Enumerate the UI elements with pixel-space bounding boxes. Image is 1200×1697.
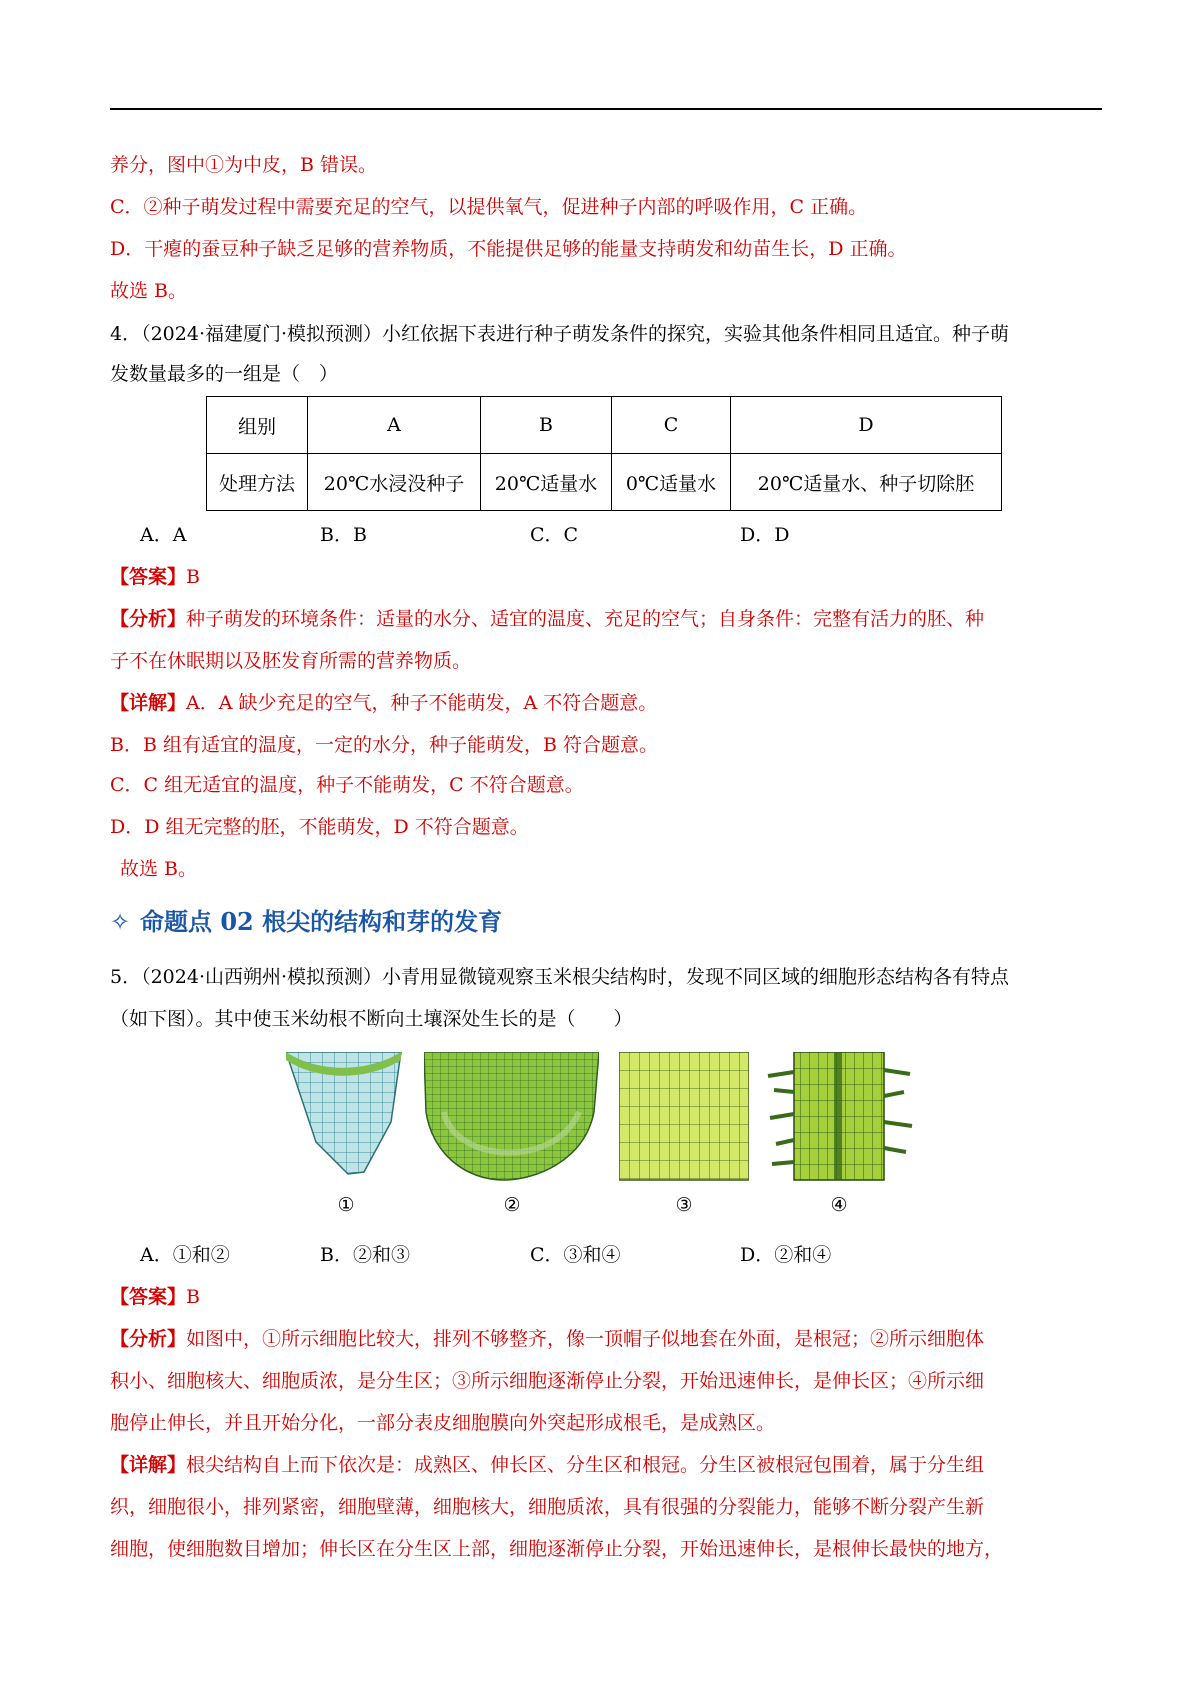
q5-option-a: A．①和② xyxy=(140,1244,230,1266)
q5-detail xyxy=(110,1452,984,1478)
q5-analysis xyxy=(110,1326,984,1352)
root-tip-figure xyxy=(284,1052,924,1220)
meristem-image xyxy=(424,1052,599,1182)
table-cell: 20℃适量水、种子切除胚 xyxy=(731,454,1002,511)
q4-analysis xyxy=(110,606,984,632)
root-cap-image xyxy=(286,1052,406,1182)
q4-analysis-cont: 子不在休眠期以及胚发育所需的营养物质。 xyxy=(110,650,472,672)
table-row xyxy=(207,397,1002,454)
table-cell: C xyxy=(612,397,731,454)
analysis-tag: 【分析】 xyxy=(110,608,187,630)
q4-stem: 4．（2024·福建厦门·模拟预测）小红依据下表进行种子萌发条件的探究，实验其他条件相同且适宜。种子萌 xyxy=(110,323,1010,345)
text-line: 养分，图中①为中皮，B 错误。 xyxy=(110,154,378,176)
detail-text: 根尖结构自上而下依次是：成熟区、伸长区、分生区和根冠。分生区被根冠包围着，属于分生组 xyxy=(186,1454,985,1476)
table-cell: 20℃水浸没种子 xyxy=(308,454,481,511)
q5-analysis-cont: 胞停止伸长，并且开始分化，一部分表皮细胞膜向外突起形成根毛，是成熟区。 xyxy=(110,1412,776,1434)
q5-option-b: B．②和③ xyxy=(320,1244,410,1266)
maturation-image xyxy=(764,1052,914,1182)
answer-value: B xyxy=(186,566,200,588)
q4-option-b: B．B xyxy=(320,524,367,546)
analysis-text: 种子萌发的环境条件：适量的水分、适宜的温度、充足的空气；自身条件：完整有活力的胚、种 xyxy=(186,608,985,630)
q5-analysis-cont: 积小、细胞核大、细胞质浓，是分生区；③所示细胞逐渐停止分裂，开始迅速伸长，是伸长区；④所示细 xyxy=(110,1370,985,1392)
table-cell: 20℃适量水 xyxy=(481,454,612,511)
q4-conclusion: 故选 B。 xyxy=(120,858,198,880)
section-title: 命题点 02 根尖的结构和芽的发育 xyxy=(140,907,503,936)
q4-answer xyxy=(110,564,200,590)
detail-text: A．A 缺少充足的空气，种子不能萌发，A 不符合题意。 xyxy=(186,692,658,714)
analysis-text: 如图中，①所示细胞比较大，排列不够整齐，像一顶帽子似地套在外面，是根冠；②所示细胞体 xyxy=(186,1328,985,1350)
q4-stem: 发数量最多的一组是（ ） xyxy=(110,363,339,385)
answer-tag: 【答案】 xyxy=(110,1286,187,1308)
figure-label-1: ① xyxy=(337,1194,355,1216)
figure-label-3: ③ xyxy=(675,1194,693,1216)
q4-detail-d: D．D 组无完整的胚，不能萌发，D 不符合题意。 xyxy=(110,816,529,838)
q4-option-d: D．D xyxy=(740,524,790,546)
q5-option-c: C．③和④ xyxy=(530,1244,621,1266)
section-heading xyxy=(110,906,502,938)
q4-option-c: C．C xyxy=(530,524,579,546)
table-cell: 组别 xyxy=(207,397,308,454)
table-cell: B xyxy=(481,397,612,454)
experiment-table xyxy=(206,396,1002,511)
q4-detail-c: C．C 组无适宜的温度，种子不能萌发，C 不符合题意。 xyxy=(110,774,584,796)
table-cell: 处理方法 xyxy=(207,454,308,511)
q4-detail xyxy=(110,690,657,716)
text-line: C．②种子萌发过程中需要充足的空气，以提供氧气，促进种子内部的呼吸作用，C 正确。 xyxy=(110,196,868,218)
q5-option-d: D．②和④ xyxy=(740,1244,832,1266)
table-cell: 0℃适量水 xyxy=(612,454,731,511)
table-cell: A xyxy=(308,397,481,454)
detail-tag: 【详解】 xyxy=(110,692,187,714)
elongation-image xyxy=(619,1052,749,1182)
answer-tag: 【答案】 xyxy=(110,566,187,588)
q4-option-a: A．A xyxy=(140,524,187,546)
answer-value: B xyxy=(186,1286,200,1308)
q5-detail-cont: 织，细胞很小，排列紧密，细胞壁薄，细胞核大，细胞质浓，具有很强的分裂能力，能够不断分裂产生新 xyxy=(110,1496,985,1518)
text-line: 故选 B。 xyxy=(110,280,188,302)
analysis-tag: 【分析】 xyxy=(110,1328,187,1350)
star-icon: ✧ xyxy=(110,908,131,936)
q5-answer xyxy=(110,1284,200,1310)
q4-detail-b: B．B 组有适宜的温度，一定的水分，种子能萌发，B 符合题意。 xyxy=(110,734,658,756)
detail-tag: 【详解】 xyxy=(110,1454,187,1476)
q5-stem: 5．（2024·山西朔州·模拟预测）小青用显微镜观察玉米根尖结构时，发现不同区域的细胞形态结构各有特点 xyxy=(110,966,1010,988)
table-cell: D xyxy=(731,397,1002,454)
figure-label-2: ② xyxy=(503,1194,521,1216)
text-line: D．干瘪的蚕豆种子缺乏足够的营养物质，不能提供足够的能量支持萌发和幼苗生长，D 正确。 xyxy=(110,238,907,260)
header-rule xyxy=(110,108,1102,110)
q5-detail-cont: 细胞，使细胞数目增加；伸长区在分生区上部，细胞逐渐停止分裂，开始迅速伸长，是根伸长最快的地方， xyxy=(110,1538,1004,1560)
figure-label-4: ④ xyxy=(830,1194,848,1216)
q5-stem: （如下图）。其中使玉米幼根不断向土壤深处生长的是（ ） xyxy=(110,1008,633,1030)
table-row xyxy=(207,454,1002,511)
